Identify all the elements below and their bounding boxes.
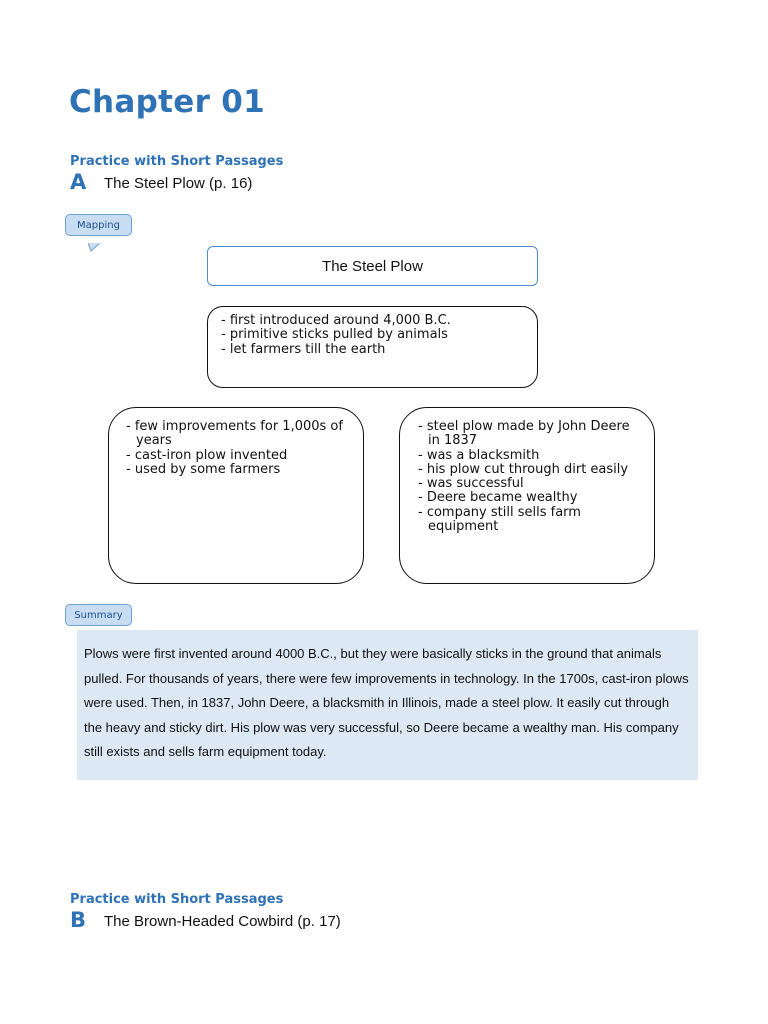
section-b-letter: B [70, 908, 87, 932]
map-top-item: - let farmers till the earth [221, 343, 527, 357]
map-top-list [221, 314, 527, 357]
map-right-box [399, 407, 655, 584]
map-left-item: - few improvements for 1,000s of years [126, 420, 349, 449]
map-left-list [126, 420, 349, 477]
map-title: The Steel Plow [322, 257, 423, 275]
map-title-box [207, 246, 538, 286]
map-right-item: - was successful [418, 477, 640, 491]
map-right-item: - Deere became wealthy [418, 491, 640, 505]
summary-text: Plows were first invented around 4000 B.C., but they were basically sticks in the ground that animals pulled. For thousands of years, there were few improvements in technology. In the 1700s, cast-iron plows were used. Then, in 1837, John Deere, a blacksmith in Illinois, made a steel plow. It easily cut through the heavy and sticky dirt. His plow was very successful, so Deere became a wealthy man. His company still exists and sells farm equipment today. [84, 646, 689, 759]
map-top-item: - first introduced around 4,000 B.C. [221, 314, 527, 328]
map-left-item: - used by some farmers [126, 463, 349, 477]
section-a-letter: A [70, 170, 87, 194]
map-top-box [207, 306, 538, 388]
map-right-list [418, 420, 640, 534]
section-b-title: The Brown-Headed Cowbird (p. 17) [104, 913, 341, 930]
summary-tag [65, 604, 132, 626]
map-right-item: - was a blacksmith [418, 449, 640, 463]
map-right-item: - steel plow made by John Deere in 1837 [418, 420, 640, 449]
map-left-box [108, 407, 364, 584]
map-right-item: - company still sells farm equipment [418, 506, 640, 535]
summary-box [77, 630, 698, 780]
mapping-tag-label: Mapping [77, 219, 120, 231]
chapter-title: Chapter 01 [69, 84, 265, 120]
map-top-item: - primitive sticks pulled by animals [221, 328, 527, 342]
section-b-label: Practice with Short Passages [70, 892, 284, 907]
mapping-tag [65, 214, 132, 236]
summary-tag-label: Summary [74, 609, 123, 621]
map-right-item: - his plow cut through dirt easily [418, 463, 640, 477]
section-a-title: The Steel Plow (p. 16) [104, 175, 253, 192]
section-a-label: Practice with Short Passages [70, 154, 284, 169]
map-left-item: - cast-iron plow invented [126, 449, 349, 463]
